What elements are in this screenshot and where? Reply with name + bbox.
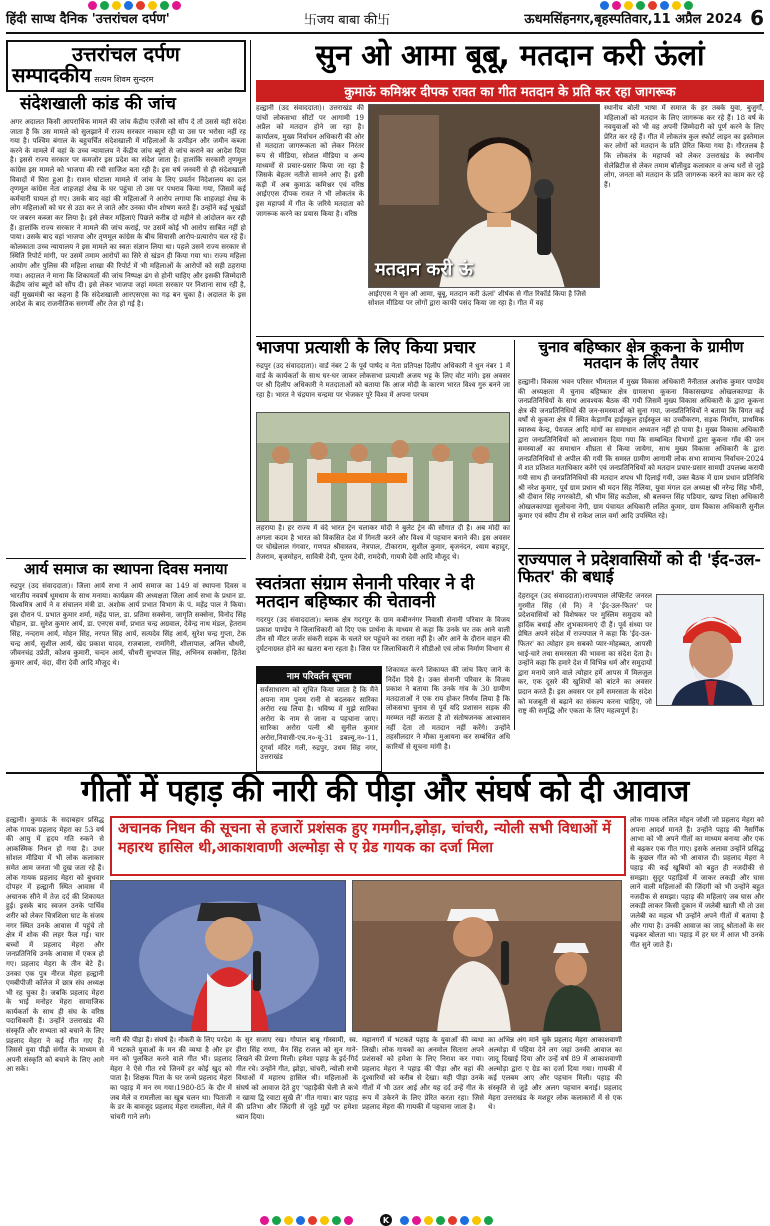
name-change-title: नाम परिवर्तन सूचना [257, 667, 381, 684]
eid-headline: राज्यपाल ने प्रदेशवासियों को दी 'ईद-उल-फितर' की बधाई [518, 550, 762, 586]
chunav-body: हल्द्वानी। विकास भवन परिसर भीमताल में मुख्य विकास अधिकारी नैनीताल अशोक कुमार पाण्डेय की अध्यक्षता में चुनाव बहिष्कार क्षेत्र ग्रामसभा कूकना विकासखण्ड ओखलकाण्डा के जनप्रतिनिधियों के साथ आवश्यक बैठक की गयी जिसमें मुख्य विकास अधिकारी के द्वारा कूकना क्षेत्र की जनप्रतिनिधियों की जन-समस्याओं को सुना गया, जनप्रतिनिधियों ने बताया कि विगत कई वर्षों से कूकना क्षेत्र में स्थित केड़ागाँव हाईस्कूल हाईस्कूल का उच्चीकरण, सड़क निर्माण, प्राथमिक स्वास्थ्य केन्द्र, पेयजल आदि मांगों का समाधान अध्यतन नहीं हो पाया है। मुख्य विकास अधिकारी द्वारा जनप्रतिनिधियों को आश्वासन दिया गया कि सम्बन्धित विभागों द्वारा कूकना गाँव की जन समस्याओं का समाधान शीघ्रता से किया जायेगा, साथ मुख्य विकास अधिकारी के द्वारा जनप्रतिनिधियों से अपील की गयी कि समस्त ग्रामीण आगामी लोक सभा सामान्य निर्वाचन-2024 में शत प्रतिशत मताधिकार करेंगे एवं जनप्रतिनिधियों को मतदान प्रचार-प्रसार सामग्री उपलब्ध करायी गयी साथ ही जनप्रतिनिधियों की मतदान शपथ भी दिलाई गयी, उक्त बैठक में ग्राम प्रधान प्रतिनिधि श्री नरेश कुमार, पूर्व ग्राम प्रधान श्री मदन सिंह नैलिया, युवा मंगल दल अध्यक्ष श्री नरेन्द्र सिंह भौनी, श्री दीवान सिंह नगरकोटी, श्री भीम सिंह कठौला, श्री बलवन्त सिंह पडियार, खण्ड शिक्षा अधिकारी ओखलकाण्डा सुलोचना नेगी, ग्राम पंचायत अधिकारी ललित कुमार, ग्राम विकास अधिकारी सुनील कुमार एवं स्वीप टीम से राकेश लाल वर्मा आदि उपस्थित रहे। [518, 378, 764, 521]
color-dot [436, 1216, 445, 1225]
color-dot [124, 1, 133, 10]
bottom-headline: गीतों में पहाड़ की नारी की पीड़ा और संघर्ष को दी आवाज [81, 774, 689, 809]
name-change-notice [256, 666, 382, 772]
bottom-banner: अचानक निधन की सूचना से हजारों प्रशंसक हुए गमगीन,झोड़ा, चांचरी, न्योली सभी विधाओं में महारथ हासिल थी,आकाशवाणी अल्मोड़ा से ए ग्रेड गायक का दर्जा मिला [110, 816, 626, 876]
singer-photo-right [352, 880, 622, 1032]
color-dot [636, 1, 645, 10]
editorial-body: अगर अदालत किसी आपराधिक मामले की जांच केंद्रीय एजेंसी को सौंप दे तो उससे यही संदेश जाता है कि उस मामले को सुलझाने में राज्य सरकार नाकाम रही या उस पर भरोसा नहीं रह गया है। पश्चिम बंगाल के बहुचर्चित संदेशखाली में महिलाओं के उत्पीड़न और जमीन कब्जा करने के मामले में वहां के उच्च न्यायालय ने केंद्रीय जांच ब्यूरो से जांच कराने का आदेश दिया है। इससे राज्य सरकार पर कमजोर इस प्रदेश का संदेश जाता है। हालांकि सरकारी तृणमूल कांग्रेस इस मामले को भाजपा की रची साजिश बता रही है। इस वर्ष जनवरी से ही संदेशखाली विवादों में घिरा हुआ है। राशन घोटाला मामले में जांच के लिए प्रवर्तन निदेशालय का दल तृणमूल कांग्रेस नेता शाहजहां शेख के घर पहुंचा तो उस पर पथराव किया गया, जिसमें कई कर्मचारी घायल हो गए। उसके बाद वहां की महिलाओं ने आरोप लगाया कि शाहजहां शेख के लोग महिलाओं को घर से उठा कर ले जाते और उनका यौन शोषण करते हैं। उन्होंने कई भूखंडों पर जबरन कब्जा कर लिया है। इसे लेकर महिलाएं पिछले करीब दो महीने से आंदोलन कर रही हैं। हालांकि राज्य सरकार ने मामले की जांच कराई, पर उसमें कोई भी आरोप साबित नहीं हो पाया। उसके बाद वहां भाजपा और तृणमूल कांग्रेस के बीच सियासी आरोप-प्रत्यारोप चल रहे हैं। कोलकाता उच्च न्यायालय ने इस मामले का स्वतः संज्ञान लिया था। पहले उसने राज्य सरकार से स्थिति रिपोर्ट मांगी, पर उसमें तमाम आरोपों का सिरे से खंडन ही किया गया था। राज्य महिला आयोग और पुलिस की महिला शाखा की रिपोर्ट में भी महिलाओं के आरोपों को सही ठहराया गया। अदालत ने माना कि शिकायतों की जांच निष्पक्ष ढंग से होनी चाहिए और इसकी जिम्मेदारी केंद्रीय जांच ब्यूरो को सौंप दी। इसे लेकर भाजपा जहां ममता सरकार पर निशाना साध रही है, वहीं मुख्यमंत्री का कहना है कि संदेशखाली आरएसएस का गढ़ बन चुका है। अदालत के इस आदेश के बाद राजनीतिक सरगर्मी और तेज हो गई है। [10, 118, 246, 309]
color-dot [460, 1216, 469, 1225]
lead-body-col1: हल्द्वानी (उद संवाददाता)। उत्तराखंड की पांचों लोकसभा सीटों पर आगामी 19 अप्रैल को मतदान होने जा रहा है। कार्यालय, मुख्य निर्वाचन अधिकारी की ओर से मतदाता जागरूकता को लेकर निरंतर रूप से मीडिया, सोशल मीडिया व अन्य माध्यमों से प्रचार-प्रसार किया जा रहा है जिसके बेहतर नतीजे सामने आए हैं। इसी कड़ी में अब कुमाऊं कमिश्नर एवं वरिष्ठ आईएएस दीपक रावत ने भी लोकतंत्र के इस महापर्व में गीत के जरिये मतदाता को जागरूक करने का प्रयास किया है। वरिष्ठ [256, 104, 364, 218]
color-dot [344, 1216, 353, 1225]
lead-headline: सुन ओ आमा बूबू, मतदान करी ऊंलां [315, 38, 705, 72]
bottom-col-mid4: का अभिन्न अंग माने चुके प्रहलाद मेहरा आकाशवाणी अल्मोड़ा में पहिया देने लग जहां उनकी आवाज का जादू दिखाई दिया और उन्हें वर्ष 89 में आकाशवाणी अल्मोड़ा द्वारा ए ग्रेड का दर्जा दिया गया। गायकी में कई एलबम आए और पहचान मिली। पहाड़ की संस्कृति से जुड़े और अलग पहचान बनाई। प्रहलाद मेहरा उत्तराखंड के मशहूर लोक कलाकारों में से एक थे। [488, 1036, 622, 1112]
editorial-tagline: सत्यम शिवम सुन्दरम [94, 75, 154, 84]
bottom-col-left: हल्द्वानी। कुमाऊं के सदाबहार प्रसिद्ध लोक गायक प्रहलाद मेहरा का 53 वर्ष की आयु में हृदय गति रुकने से आकस्मिक निधन हो गया है। उधर सोशल मीडिया में भी लोक कलाकार समेत आम जनता भी दुख जता रहे हैं। लोक गायक प्रहलाद मेहरा को बुधवार दोपहर में हल्द्वानी स्थित आवास में अचानक सीने में तेज दर्द की शिकायत हुई। इसके बाद स्वजन उनके पार्थिव शरीर को लेकर चित्रशिला घाट के संजय नगर स्थित उनके आवास में पहुंचे तो क्षेत्र में शोक की लहर फैल गई। चार बच्चों में प्रहलाद मेहरा और जनप्रतिनिधि उनके आवास में एकत्र हो गए। प्रहलाद मेहरा के तीन बेटे हैं। उनका एक पुत्र नीरज मेहरा हल्द्वानी एमबीपीजी कॉलेज में छात्र संघ अध्यक्ष भी रह चुका है। जबकि प्रहलाद मेहरा के भाई मनोहर मेहरा सामाजिक कार्यकर्ता के साथ ही संघ के वरिष्ठ पदाधिकारी हैं। उन्होंने उत्तराखंड की संस्कृति और सभ्यता को बचाने के लिए प्रहलाद मेहरा ने कई गीत गाए हैं। जिससे युवा पीढ़ी संगीत के माध्यम से अपनी संस्कृति को बचाने के लिए आगे आ सके। [6, 816, 104, 1074]
boycott-body-col2: शिकायत करने शिकायत की जांच किए जाने के निर्देश दिये है। उक्त सेनानी परिवार के विजय प्रकाश ने बताया कि उनके गांव के 30 ग्रामीण मतदाताओं ने एक राय होकर निर्णय लिया है कि लोकसभा चुनाव से पूर्व यदि प्रशासन सड़क की मरम्मत नहीं कराता है तो संतोषजनक आश्वासन नहीं देता तो मतदान नहीं करेंगे। उन्होंने तहसीलदार ने मौका मुआयना कर सम्बंधित अधि कारियों से सूचना मांगी है। [386, 666, 510, 751]
color-dot [472, 1216, 481, 1225]
editorial-label: सम्पादकीय [12, 63, 92, 87]
color-dot [172, 1, 181, 10]
color-dot [148, 1, 157, 10]
color-dot [484, 1216, 493, 1225]
color-dot [424, 1216, 433, 1225]
color-dot [284, 1216, 293, 1225]
arya-body: रुद्रपुर (उद संवाददाता)। जिला आर्य सभा ने आर्य समाज का 149 वां स्थापना दिवस व भारतीय नववर्ष धूमधाम के साथ मनाया। कार्यक्रम की अध्यक्षता जिला आर्य सभा के प्रधान डा. विश्वमित्र आर्य ने व संचालन मंत्री डा. अशोक आर्य प्रभात विभाग के पं. महेंद्र पाल ने किया। इस दौरान पं. प्रभात कुमार शर्मा, महेंद्र पाल, डा. प्रतिमा सक्सेना, जागृति सक्सेना, विनोद सिंह चौहान, डा. सुरेश कुमार आर्य, डा. एनएस वर्मा, प्रभात चन्द्र अग्रवाल, देवेन्द्र नाथ मंडल, हेतराम सिंह, नन्दराम आर्य, मोहन सिंह, नरपत सिंह आर्य, सत्यदेव सिंह आर्य, सुरेश चन्द्र गुप्ता, टेक चन्द्र आर्य, सुशील आर्य, खेद प्रकाश यादव, राजबाला, रामगिरी, शीलापाल, अनिल चौधरी, जीवनचंद्र उप्रेती, कोशव कुमारी, चन्दन आर्य, चौधरी सुभपाल सिंह, अभिनव सक्सेना, हितेश कुमार आर्य, वंदा, वीरा देवी आदि मौजूद थे। [10, 582, 246, 667]
lead-body-col4: स्थानीय बोली भाषा में समाज के हर तबके युवा, बुजुर्गों, महिलाओं को मतदान के लिए जागरूक कर रहे हैं। 18 वर्ष के नवयुवाओं को भी वह अपनी जिम्मेदारी को पूर्ण करने के लिए प्रेरित कर रहे हैं। गीत में लोकतंत्र कुल स्फोर्ट लाइन का इस्तेमाल कर लोगों को मतदान के प्रति प्रेरित किया गया है। गौरतलब है कि लोकतंत्र के महापर्व को लेकर उत्तराखंड के स्थानीय सेलेब्रिटीज से लेकर तमाम बॉलीवुड कलाकार व अन्य धरों से जुड़े लोग, जनता को मतदान के प्रति जागरूक करने का काम कर रहे हैं। [604, 104, 764, 189]
color-dot [320, 1216, 329, 1225]
color-dot [648, 1, 657, 10]
color-dot [332, 1216, 341, 1225]
color-dot [88, 1, 97, 10]
bottom-col-right: लोक गायक ललित मोहन जोशी जो प्रहलाद मेहरा को अपना आदर्श मानते हैं। उन्होंने पहाड़ की नैसर्गिक आभा को भी अपने गीतों का माध्यम बनाया और एक से बढ़कर एक गीत गाए। इसके अलावा उन्होंने प्रसिद्ध के कुछल गीत को भी आवाज दी। प्रहलाद मेहरा ने पहाड़ की कई खूबियों को बहुत ही नजदीकी से समझा। सुदूर पहाड़ियों में जाकर लकड़ी और घास लाने वाली महिलाओं की जिंदगी को भी उन्होंने बहुत नजदीक से समझा। पहाड़ की महिलाएं जब घास और लकड़ी लाकर किसी दुकान में जलेबी खाती थी तो उस जलेबी का महत्व भी उन्होंने अपने गीतों में बताया है और गाया है। उनकी आवाज का जादू श्रोताओं के सर चढ़कर बोलता था। पहाड़ में हर घर में आज भी उनके गीत सुने जाते हैं। [630, 816, 764, 949]
bjp-headline: भाजपा प्रत्याशी के लिए किया प्रचार [256, 338, 476, 358]
footer-mark: K [380, 1214, 392, 1226]
footer-dots-right [400, 1216, 493, 1225]
lead-subhead: कुमाऊं कमिश्नर दीपक रावत का गीत मतदान के प्रति कर रहा जागरूक [256, 80, 764, 102]
bjp-body-bottom: लहराया है। हर राज्य में वंदे भारत ट्रेन चलाकर मोदी ने बुलेट ट्रेन की सौगात दी है। अब मोदी का अगला कदम है भारत को विकसित देश में गिनती करने और विश्व में पहचान बनाने की। इस अवसर पर चोखेलाल गंगवार, गणपत श्रीवास्तव, नेत्रपाल, टीकाराम, सुशील कुमार, बृजनंदन, श्याम बहादुर, तेजराम, बृजमोहन, सावित्री देवी, पूनम देवी, रामदेवी, गायत्री देवी आदि मौजूद थे। [256, 524, 510, 561]
campaign-group-illustration [257, 413, 510, 522]
slogan: 卐जय बाबा की卐 [303, 12, 391, 28]
section-rule [256, 336, 764, 337]
singer-photo-left [110, 880, 346, 1032]
masthead: हिंदी साप्ध दैनिक 'उत्तरांचल दर्पण' [6, 12, 170, 27]
boycott-headline: स्वतंत्रता संग्राम सेनानी परिवार ने दी मतदान बहिष्कार की चेतावनी [256, 574, 475, 612]
color-dot [260, 1216, 269, 1225]
editorial-masthead [6, 40, 246, 92]
color-dot [296, 1216, 305, 1225]
color-dot [160, 1, 169, 10]
color-dot [600, 1, 609, 10]
color-dot [672, 1, 681, 10]
color-dots-right [600, 1, 693, 10]
color-dot [272, 1216, 281, 1225]
eid-body: देहरादून (उद संवाददाता)।राज्यपाल लेफ्टिनेंट जनरल गुरमीत सिंह (से नि) ने 'ईद-उल-फितर' पर प्रदेशवासियों को विशेषकर पर मुस्लिम समुदाय को हार्दिक बधाई और शुभकामनाएं दी हैं। पूर्व संध्या पर प्रेषित अपने संदेश में राज्यपाल ने कहा कि 'ईद-उल-फितर' का त्योहार हम सबको प्यार-मोहब्बत, आपसी भाई-चारे तथा समरसता की भावना का संदेश देता है। उन्होंने कहा कि हमारे देश में विभिन्न धर्म और समुदायों द्वारा मनाये जाने वाले त्योहार हमें आपस में मिलजुल कर, एक दूसरे की खुशियों को बांटने का अवसर प्रदान करते हैं। इस अवसर पर हमें समरसता के संदेश को मजबूती से बढ़ाने का संकल्प करना चाहिए, जो राष्ट्र की समृद्धि और एकता के लिए महत्वपूर्ण है। [518, 592, 652, 716]
color-dot [100, 1, 109, 10]
color-dot [448, 1216, 457, 1225]
color-dot [400, 1216, 409, 1225]
eid-photo [656, 594, 764, 706]
lead-photo [368, 104, 600, 288]
bottom-col-mid2: के सुर सजाए रख। गोपाल बाबू गोस्वामी, स्व. हीरा सिंह राणा, मैन सिंह राजल को सुन गाने-लिखने की प्रेरणा मिली। हमेशा पहाड़ के इर्द-गिर्द गीत रचे। उन्होंने गीत, झोड़ा, चांचरी, न्योली सभी विधाओं में महारथ हासिल थी। महिलाओं के संघर्ष को आवाज देते हुए 'पहाड़ैकी चेली लै कभे न खाया द्वि रवाटा सुखै लै' गीत गाया। बार पहाड़ की प्रतिभा और जिंदगी से जुड़े मुद्दों पर हमेशा ध्यान दिया। [236, 1036, 358, 1121]
editorial-headline: संदेशखाली कांड की जांच [20, 94, 176, 114]
governor-portrait [657, 595, 764, 706]
boycott-body-col1: गदरपुर (उद संवाददाता)। ब्लाक क्षेत्र गदरपुर के ग्राम कबीननंगर निवासी सेनानी परिवार के विजय प्रकाश पाण्डेय ने जिलाधिकारी को दिए एक प्रार्थना के माध्यम से कहा कि उनके घर तक आने वाली तीन सौ मीटर जर्जर संकरी सड़क के चलते घर पहुंचने का रास्ता नहीं है। और आने के दौरान वाहन की दुर्घटनाग्रस्त होने का खतरा बना रहता है। जिस पर जिलाधिकारी ने सीडीओ एवं लोक निर्माण विभाग से [256, 616, 510, 653]
bottom-col-mid1: नारी की पीड़ा है। संघर्ष है। नौकरी के लिए परदेश में भटकते युवाओं के मन की व्यथा है और हर मन को पुलकित करने वाले गीत भी। प्रहलाद मेहरा ने ऐसे गीत रचे जिनमें हर कोई खुद को पाता है। शिक्षक पिता के घर जन्मे प्रहलाद मेहरा का पहाड़ में मन रम गया।1980-85 के दौर में जब मेले व रामलीला का खूब चलन था। पिताजी के डर के बावजूद प्रहलाद मेहरा रामलीला, मेले में चांचरी गाने लगे। [110, 1036, 232, 1121]
editorial-brand: उत्तरांचल दर्पण [72, 42, 180, 66]
column-rule [250, 40, 251, 560]
color-dots-left [88, 1, 181, 10]
color-dot [412, 1216, 421, 1225]
color-dot [684, 1, 693, 10]
color-dot [112, 1, 121, 10]
lead-caption: आईएएस ने सुन ओ आमा, बूबू, मतदान करी ऊंलां' शीर्षक से गीत रिकॉर्ड किया है जिसे सोशल मीडिया पर लोगों द्वारा काफी पसंद किया जा रहा है। गीत में वह [368, 290, 586, 307]
bjp-body-top: रुद्रपुर (उद संवाददाता)। वार्ड नंबर 2 के पूर्व पार्षद व नेता प्रतिपक्ष दिलीप अधिकारी ने धुन नंबर 1 में वार्ड के कार्यकर्ता के साथ घर-घर जाकर लोकसभा प्रत्याशी अजय भट्ट के लिए वोट मांगे। इस अवसर पर श्री दिलीप अधिकारी ने मतदाताओं को बताया कि आज मोदी के कारण भारत विश्व गुरु बनने जा रहा है। भारत ने चंद्रयान चन्द्रमा पर भेजकर पूरे विश्व में अपना परचम [256, 362, 510, 399]
arya-headline: आर्य समाज का स्थापना दिवस मनाया [24, 560, 228, 578]
color-dot [612, 1, 621, 10]
name-change-body: सर्वसाधारण को सूचित किया जाता है कि मैंने अपना नाम पुनम रानी से बदलकर सारिका अरोरा रख लिया है। भविष्य में मुझे सारिका अरोरा के नाम से जाना व पहचाना जाए। सारिका अरोरा पत्नी श्री सुनील कुमार अरोरा,निवासी-एच.न०-यू-31 डबल्यू.न०-11, दूगर्वा मंदिर गली, रुद्रपुर, उधम सिंह नगर, उत्तराखंड [260, 686, 378, 762]
chunav-headline: चुनाव बहिष्कार क्षेत्र कूकना के ग्रामीण मतदान के लिए तैयार [538, 338, 744, 372]
dateline: ऊधमसिंहनगर,बृहस्पतिवार,11 अप्रैल 2024 [524, 12, 743, 27]
footer-dots-left [260, 1216, 353, 1225]
color-dot [308, 1216, 317, 1225]
bottom-col-mid3: महानगरों में भटकते पहाड़ के युवाओं की व्यथा लिखी। लोक गायकों का अनमोल सितारा अपने प्रशंसकों को हमेशा के लिए निराश कर गया। प्रहलाद मेहरा ने पहाड़ की पीड़ा और वहां की दुश्वारियों को करीब से देखा। यही पीड़ा उनके गीतों में भी उतर आई और यह दर्द उन्हें गीत के रूप में उकेरने के लिए प्रेरित करता रहा। जिसे प्रहलाद मेहरा की गायकी में पहचाना जाता है। [362, 1036, 484, 1112]
lead-photo-text: मतदान करी ऊं [375, 259, 473, 280]
color-dot [136, 1, 145, 10]
color-dot [660, 1, 669, 10]
page-number: 6 [750, 6, 764, 30]
section-rule [518, 548, 764, 549]
bjp-photo [256, 412, 510, 522]
section-rule [6, 558, 246, 559]
color-dot [624, 1, 633, 10]
stage-performance-illustration [353, 881, 622, 1032]
folk-singer-illustration [111, 881, 346, 1032]
column-rule [514, 340, 515, 730]
